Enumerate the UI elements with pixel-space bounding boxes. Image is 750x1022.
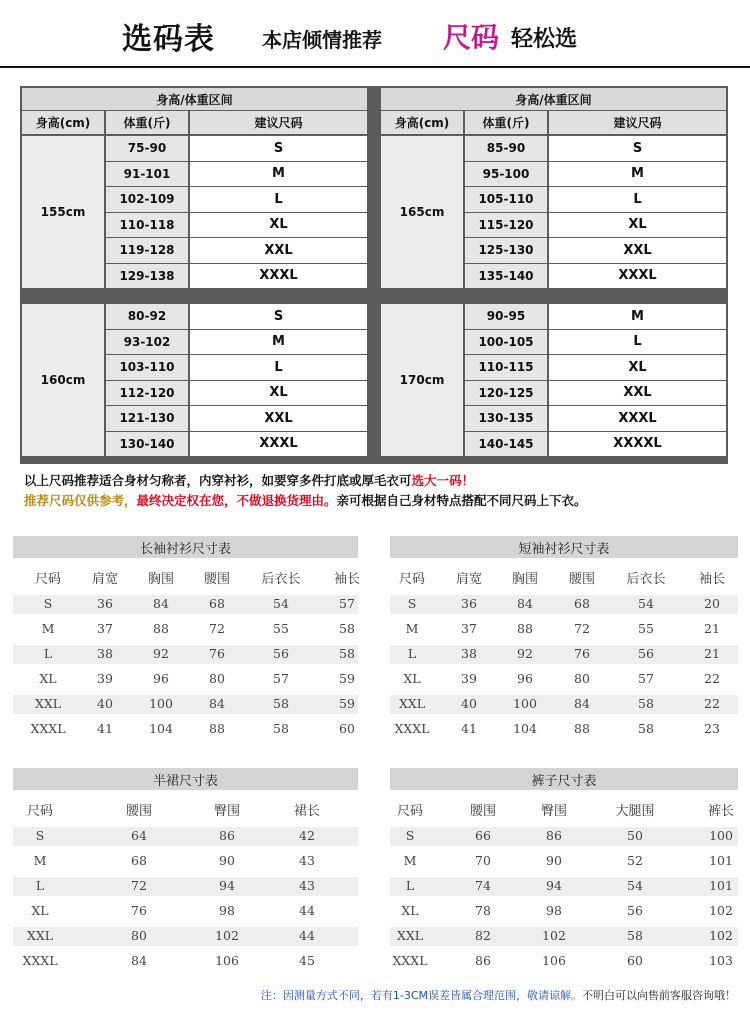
table-cell: 54: [627, 878, 643, 893]
weight-cell: 85-90: [465, 136, 547, 161]
size-cell: L: [190, 187, 367, 212]
column-header: 尺码: [34, 572, 61, 587]
table-cell: 76: [574, 646, 590, 661]
table-cell: 39: [461, 671, 477, 686]
note-line-2-text: 推荐尺码仅供参考，: [24, 493, 137, 508]
table-cell: 40: [97, 696, 113, 711]
weight-cell: 103-110: [106, 355, 188, 380]
table-cell: 43: [299, 878, 315, 893]
table-cell: XL: [31, 903, 49, 918]
table-cell: 38: [461, 646, 477, 661]
table-cell: 98: [546, 903, 562, 918]
table-cell: 86: [219, 828, 235, 843]
table-cell: 52: [627, 853, 643, 868]
column-header: 尺码: [396, 804, 423, 819]
table-cell: 54: [638, 596, 654, 611]
table-cell: 56: [627, 903, 643, 918]
table-cell: 80: [209, 671, 225, 686]
table-cell: 59: [339, 696, 355, 711]
table-cell: 57: [273, 671, 289, 686]
size-cell: XXL: [549, 238, 726, 263]
size-cell: S: [190, 136, 367, 161]
table-cell: XL: [39, 671, 57, 686]
weight-cell: 105-110: [465, 187, 547, 212]
column-header: 腰围: [469, 804, 496, 819]
table-cell: 100: [709, 828, 733, 843]
table-cell: 106: [215, 953, 239, 968]
table-cell: 37: [97, 621, 113, 636]
size-cell: S: [190, 304, 367, 329]
table-cell: 56: [638, 646, 654, 661]
table-cell: L: [405, 878, 415, 893]
column-header: 袖长: [698, 572, 725, 587]
column-header: 袖长: [333, 572, 360, 587]
table-title: 长袖衬衫尺寸表: [13, 536, 358, 558]
column-header: 大腿围: [615, 804, 655, 819]
page-header: [0, 0, 750, 68]
note-line-2-tail: 亲可根据自己身材特点搭配不同尺码上下衣。: [336, 493, 587, 508]
weight-cell: 140-145: [465, 432, 547, 457]
table-cell: M: [405, 621, 419, 636]
size-cell: XL: [190, 381, 367, 406]
table-cell: S: [43, 596, 53, 611]
short-sleeve-shirt-table: [390, 536, 738, 746]
column-header: 后衣长: [261, 572, 301, 587]
table-cell: XXXL: [22, 953, 58, 968]
size-cell: XL: [190, 213, 367, 238]
table-cell: 72: [574, 621, 590, 636]
col-header-size: 建议尺码: [549, 111, 726, 134]
group-header: 身高/体重区间: [22, 88, 367, 110]
table-cell: 72: [209, 621, 225, 636]
weight-cell: 100-105: [465, 330, 547, 355]
size-cell: XXL: [549, 381, 726, 406]
table-cell: 68: [574, 596, 590, 611]
note-line-1-text: 以上尺码推荐适合身材匀称者，内穿衬衫，如要穿多件打底或厚毛衣可: [24, 473, 412, 488]
table-cell: L: [35, 878, 45, 893]
table-cell: 22: [704, 671, 720, 686]
size-recommendation-grid: [20, 86, 728, 464]
table-cell: 66: [475, 828, 491, 843]
column-header: 裙长: [293, 804, 320, 819]
table-cell: 102: [709, 928, 733, 943]
size-cell: M: [190, 330, 367, 355]
weight-cell: 91-101: [106, 162, 188, 187]
table-cell: 22: [704, 696, 720, 711]
table-cell: 88: [153, 621, 169, 636]
weight-cell: 130-140: [106, 432, 188, 457]
table-cell: 37: [461, 621, 477, 636]
weight-cell: 115-120: [465, 213, 547, 238]
size-cell: L: [190, 355, 367, 380]
table-cell: 42: [299, 828, 315, 843]
table-cell: 90: [546, 853, 562, 868]
table-cell: 60: [627, 953, 643, 968]
table-cell: 94: [219, 878, 235, 893]
size-cell: XXXL: [549, 264, 726, 289]
table-cell: 103: [709, 953, 733, 968]
table-cell: 68: [131, 853, 147, 868]
column-header: 臀围: [540, 804, 567, 819]
table-cell: 64: [131, 828, 147, 843]
column-header: 尺码: [398, 572, 425, 587]
table-cell: 36: [461, 596, 477, 611]
table-cell: XXL: [34, 696, 62, 711]
size-cell: L: [549, 187, 726, 212]
table-cell: 36: [97, 596, 113, 611]
table-cell: 58: [273, 721, 289, 736]
table-cell: L: [407, 646, 417, 661]
table-cell: 92: [517, 646, 533, 661]
column-header: 肩宽: [455, 572, 482, 587]
table-cell: 59: [339, 671, 355, 686]
table-cell: 106: [542, 953, 566, 968]
table-cell: 76: [131, 903, 147, 918]
note-line-2-emphasis: 最终决定权在您，不做退换货理由。: [136, 493, 337, 508]
table-cell: 23: [704, 721, 720, 736]
footer-note-black: 不明白可以向售前客服咨询哦！: [582, 989, 736, 1002]
table-cell: M: [33, 853, 47, 868]
table-cell: 102: [709, 903, 733, 918]
column-header: 腰围: [568, 572, 595, 587]
skirt-table: [13, 768, 358, 978]
column-header: 胸围: [511, 572, 538, 587]
weight-cell: 129-138: [106, 264, 188, 289]
pants-table: [390, 768, 738, 978]
weight-cell: 95-100: [465, 162, 547, 187]
table-cell: 104: [513, 721, 537, 736]
table-cell: 84: [131, 953, 147, 968]
header-divider: [0, 66, 750, 68]
table-cell: 39: [97, 671, 113, 686]
table-cell: 57: [339, 596, 355, 611]
size-cell: XXXL: [549, 406, 726, 431]
table-cell: 45: [299, 953, 315, 968]
table-cell: XXXL: [394, 721, 430, 736]
size-cell: XXXL: [190, 432, 367, 457]
header-tagline: 轻松选: [511, 27, 578, 52]
table-cell: 84: [153, 596, 169, 611]
weight-cell: 119-128: [106, 238, 188, 263]
table-cell: 57: [638, 671, 654, 686]
table-cell: 43: [299, 853, 315, 868]
table-cell: L: [43, 646, 53, 661]
table-cell: 100: [149, 696, 173, 711]
table-cell: 88: [517, 621, 533, 636]
table-cell: 98: [219, 903, 235, 918]
table-cell: 101: [709, 853, 733, 868]
table-cell: 80: [131, 928, 147, 943]
table-cell: 88: [209, 721, 225, 736]
table-cell: S: [407, 596, 417, 611]
table-cell: XXXL: [392, 953, 428, 968]
col-header-height: 身高(cm): [22, 111, 104, 134]
long-sleeve-shirt-table: [13, 536, 358, 746]
table-cell: 41: [461, 721, 477, 736]
table-cell: 96: [517, 671, 533, 686]
page-title: 选码表: [122, 22, 215, 57]
height-range-cell: 155cm: [22, 136, 104, 288]
table-cell: 94: [546, 878, 562, 893]
table-cell: 92: [153, 646, 169, 661]
table-cell: 58: [638, 696, 654, 711]
table-cell: 58: [273, 696, 289, 711]
table-cell: 56: [273, 646, 289, 661]
table-cell: XXXL: [30, 721, 66, 736]
table-cell: 68: [209, 596, 225, 611]
table-cell: 84: [574, 696, 590, 711]
table-cell: 100: [513, 696, 537, 711]
weight-cell: 80-92: [106, 304, 188, 329]
col-header-weight: 体重(斤): [106, 111, 188, 134]
table-cell: 55: [638, 621, 654, 636]
table-cell: 55: [273, 621, 289, 636]
weight-cell: 93-102: [106, 330, 188, 355]
table-cell: S: [405, 828, 415, 843]
weight-cell: 102-109: [106, 187, 188, 212]
table-cell: 70: [475, 853, 491, 868]
table-cell: 41: [97, 721, 113, 736]
table-cell: M: [41, 621, 55, 636]
weight-cell: 112-120: [106, 381, 188, 406]
table-cell: 90: [219, 853, 235, 868]
table-cell: 40: [461, 696, 477, 711]
weight-cell: 90-95: [465, 304, 547, 329]
table-title: 短袖衬衫尺寸表: [390, 536, 738, 558]
size-cell: XL: [549, 213, 726, 238]
column-header: 尺码: [26, 804, 53, 819]
group-header: 身高/体重区间: [381, 88, 726, 110]
size-cell: M: [190, 162, 367, 187]
size-cell: M: [549, 162, 726, 187]
table-cell: 80: [574, 671, 590, 686]
note-line-1-emphasis: 选大一码！: [411, 473, 475, 488]
height-range-cell: 165cm: [381, 136, 463, 288]
size-cell: S: [549, 136, 726, 161]
table-cell: 101: [709, 878, 733, 893]
table-cell: 84: [209, 696, 225, 711]
table-cell: 72: [131, 878, 147, 893]
size-cell: XXXL: [190, 264, 367, 289]
size-cell: XXL: [190, 238, 367, 263]
column-header: 腰围: [125, 804, 152, 819]
table-cell: 84: [517, 596, 533, 611]
column-header: 裤长: [707, 804, 734, 819]
weight-cell: 135-140: [465, 264, 547, 289]
weight-cell: 110-115: [465, 355, 547, 380]
size-cell: XXXXL: [549, 432, 726, 457]
table-cell: 86: [546, 828, 562, 843]
table-cell: 50: [627, 828, 643, 843]
size-cell: XL: [549, 355, 726, 380]
size-cell: M: [549, 304, 726, 329]
table-cell: 86: [475, 953, 491, 968]
table-cell: XL: [403, 671, 421, 686]
table-cell: 74: [475, 878, 491, 893]
height-range-cell: 160cm: [22, 304, 104, 456]
weight-cell: 120-125: [465, 381, 547, 406]
table-cell: 104: [149, 721, 173, 736]
table-title: 裤子尺寸表: [390, 768, 738, 790]
size-cell: L: [549, 330, 726, 355]
table-cell: 58: [627, 928, 643, 943]
col-header-height: 身高(cm): [381, 111, 463, 134]
table-cell: 78: [475, 903, 491, 918]
table-cell: XL: [401, 903, 419, 918]
column-header: 胸围: [147, 572, 174, 587]
table-cell: XXL: [398, 696, 426, 711]
table-cell: 44: [299, 928, 315, 943]
footer-note-blue: 注：因测量方式不同，若有1-3CM误差皆属合理范围，敬请谅解。: [260, 989, 582, 1002]
note-line-1: [24, 471, 474, 489]
weight-cell: 121-130: [106, 406, 188, 431]
column-header: 肩宽: [91, 572, 118, 587]
table-cell: 21: [704, 621, 720, 636]
table-cell: 102: [215, 928, 239, 943]
table-title: 半裙尺寸表: [13, 768, 358, 790]
note-line-2: [24, 491, 587, 509]
column-header: 后衣长: [626, 572, 666, 587]
table-cell: 60: [339, 721, 355, 736]
size-cell: XXL: [190, 406, 367, 431]
table-cell: XXL: [396, 928, 424, 943]
table-cell: 88: [574, 721, 590, 736]
weight-cell: 75-90: [106, 136, 188, 161]
table-cell: 54: [273, 596, 289, 611]
table-cell: 20: [704, 596, 720, 611]
table-cell: 44: [299, 903, 315, 918]
table-cell: 38: [97, 646, 113, 661]
weight-cell: 125-130: [465, 238, 547, 263]
header-highlight: 尺码: [443, 21, 500, 54]
column-header: 臀围: [213, 804, 240, 819]
weight-cell: 130-135: [465, 406, 547, 431]
col-header-weight: 体重(斤): [465, 111, 547, 134]
table-cell: XXL: [26, 928, 54, 943]
weight-cell: 110-118: [106, 213, 188, 238]
col-header-size: 建议尺码: [190, 111, 367, 134]
table-cell: 58: [638, 721, 654, 736]
footer-note: [261, 987, 736, 1003]
table-cell: 21: [704, 646, 720, 661]
table-cell: 102: [542, 928, 566, 943]
table-cell: 76: [209, 646, 225, 661]
table-cell: 58: [339, 621, 355, 636]
table-cell: 82: [475, 928, 491, 943]
column-header: 腰围: [203, 572, 230, 587]
table-cell: 96: [153, 671, 169, 686]
header-subtitle: 本店倾情推荐: [262, 28, 382, 52]
table-cell: 58: [339, 646, 355, 661]
table-cell: M: [403, 853, 417, 868]
table-cell: S: [35, 828, 45, 843]
height-range-cell: 170cm: [381, 304, 463, 456]
